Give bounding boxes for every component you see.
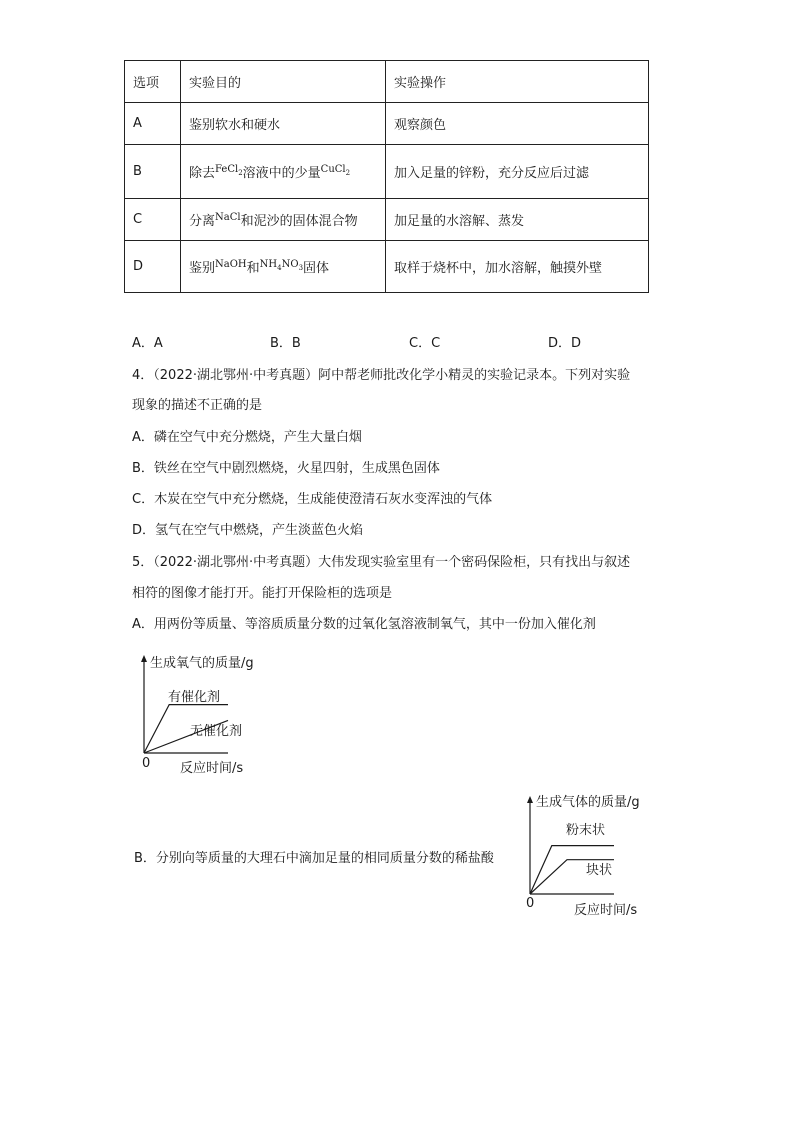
y-axis-arrow bbox=[141, 655, 147, 662]
q4-option-c[interactable]: C．木炭在空气中充分燃烧，生成能使澄清石灰水变浑浊的气体 bbox=[132, 492, 493, 507]
row-operation: 加足量的水溶解、蒸发 bbox=[386, 199, 649, 241]
row-operation: 观察颜色 bbox=[386, 103, 649, 145]
formula-naoh: NaOH bbox=[215, 258, 247, 270]
choice-b[interactable]: B．B bbox=[270, 336, 301, 351]
y-axis-label: 生成氧气的质量/g bbox=[150, 656, 254, 671]
row-operation: 加入足量的锌粉，充分反应后过滤 bbox=[386, 145, 649, 199]
table-row bbox=[125, 145, 649, 199]
row-purpose: 分离$^{NaCl}$和泥沙的固体混合物 bbox=[181, 199, 386, 241]
header-purpose: 实验目的 bbox=[181, 61, 386, 103]
formula-cucl2: CuCl2 bbox=[320, 163, 351, 177]
choice-d[interactable]: D．D bbox=[548, 336, 582, 351]
series-label: 块状 bbox=[586, 863, 613, 878]
table-row bbox=[125, 241, 649, 293]
x-axis-label: 反应时间/s bbox=[574, 903, 638, 918]
header-option: 选项 bbox=[125, 61, 181, 103]
choice-c[interactable]: C．C bbox=[409, 336, 441, 351]
x-axis-label: 反应时间/s bbox=[180, 761, 244, 776]
row-option: D bbox=[125, 241, 181, 293]
chart-catalyst bbox=[120, 645, 280, 780]
q4-stem-line1: 4．（2022·湖北鄂州·中考真题）阿中帮老师批改化学小精灵的实验记录本。下列对实验 bbox=[132, 368, 631, 383]
q5-stem-line1: 5．（2022·湖北鄂州·中考真题）大伟发现实验室里有一个密码保险柜，只有找出与叙述 bbox=[132, 555, 631, 570]
q5-stem-line2: 相符的图像才能打开。能打开保险柜的选项是 bbox=[132, 586, 393, 601]
origin-label: 0 bbox=[526, 896, 535, 911]
y-axis-arrow bbox=[527, 796, 533, 803]
series-label: 粉末状 bbox=[566, 823, 606, 838]
y-axis-label: 生成气体的质量/g bbox=[536, 795, 640, 810]
options-table bbox=[124, 60, 649, 293]
q4-option-d[interactable]: D．氢气在空气中燃烧，产生淡蓝色火焰 bbox=[132, 523, 364, 538]
choice-a[interactable]: A．A bbox=[132, 336, 163, 351]
table-header-row bbox=[125, 61, 649, 103]
row-purpose: 鉴别软水和硬水 bbox=[181, 103, 386, 145]
q5-option-b[interactable]: B．分别向等质量的大理石中滴加足量的相同质量分数的稀盐酸 bbox=[134, 851, 494, 866]
formula-nh4no3: NH4NO3 bbox=[259, 258, 304, 272]
q5-option-a[interactable]: A．用两份等质量、等溶质质量分数的过氧化氢溶液制氧气，其中一份加入催化剂 bbox=[132, 617, 596, 632]
row-purpose: 鉴别$^{NaOH}$和$^{NH_4NO_3}$固体 bbox=[181, 241, 386, 293]
q4-option-a[interactable]: A．磷在空气中充分燃烧，产生大量白烟 bbox=[132, 430, 362, 445]
table-row bbox=[125, 199, 649, 241]
q4-option-b[interactable]: B．铁丝在空气中剧烈燃烧，火星四射，生成黑色固体 bbox=[132, 461, 440, 476]
row-option: B bbox=[125, 145, 181, 199]
series-label: 有催化剂 bbox=[168, 690, 221, 705]
formula-nacl: NaCl bbox=[215, 212, 241, 223]
row-operation: 取样于烧杯中，加水溶解，触摸外壁 bbox=[386, 241, 649, 293]
series-label: 无催化剂 bbox=[190, 724, 243, 739]
table-row bbox=[125, 103, 649, 145]
row-option: C bbox=[125, 199, 181, 241]
origin-label: 0 bbox=[142, 756, 151, 771]
header-operation: 实验操作 bbox=[386, 61, 649, 103]
row-purpose: 除去$^{FeCl_2}$溶液中的少量$^{CuCl_2}$ bbox=[181, 145, 386, 199]
q4-stem-line2: 现象的描述不正确的是 bbox=[132, 398, 263, 413]
formula-fecl2: FeCl2 bbox=[215, 163, 243, 177]
chart-marble bbox=[506, 786, 666, 921]
answer-choices bbox=[132, 332, 652, 350]
row-option: A bbox=[125, 103, 181, 145]
